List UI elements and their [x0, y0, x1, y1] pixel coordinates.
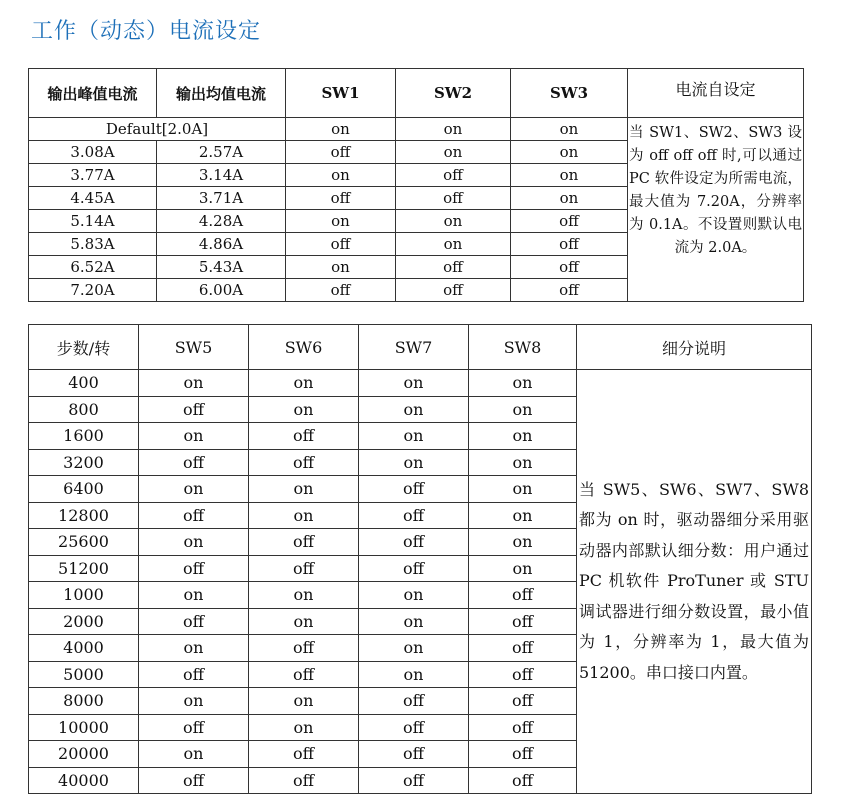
sw-cell: on	[139, 741, 249, 768]
sw-cell: off	[359, 476, 469, 503]
sw-cell: on	[249, 608, 359, 635]
value-cell: 6.00A	[157, 279, 286, 302]
sw-cell: off	[511, 233, 628, 256]
value-cell: 5.14A	[29, 210, 157, 233]
table-row	[29, 118, 804, 141]
header-custom-current: 电流自设定	[628, 69, 804, 118]
sw-cell: on	[359, 661, 469, 688]
header-sw1: SW1	[286, 69, 396, 118]
sw-cell: off	[359, 555, 469, 582]
value-cell: 12800	[29, 502, 139, 529]
sw-cell: on	[469, 529, 577, 556]
value-cell: 4.86A	[157, 233, 286, 256]
current-setting-table	[28, 68, 804, 302]
value-cell: 8000	[29, 688, 139, 715]
sw-cell: on	[396, 118, 511, 141]
page-title: 工作（动态）电流设定	[31, 19, 262, 44]
sw-cell: on	[139, 688, 249, 715]
header-sw8: SW8	[469, 325, 577, 370]
value-cell: 3.14A	[157, 164, 286, 187]
value-cell: 5.83A	[29, 233, 157, 256]
sw-cell: off	[286, 141, 396, 164]
sw-cell: on	[511, 141, 628, 164]
value-cell: 4.28A	[157, 210, 286, 233]
sw-cell: off	[396, 256, 511, 279]
sw-cell: on	[359, 370, 469, 397]
header-peak-current: 输出峰值电流	[29, 69, 157, 118]
value-cell: 40000	[29, 767, 139, 794]
sw-cell: on	[511, 164, 628, 187]
sw-cell: on	[139, 476, 249, 503]
sw-cell: on	[286, 118, 396, 141]
sw-cell: off	[139, 661, 249, 688]
sw-cell: off	[469, 688, 577, 715]
sw-cell: off	[396, 164, 511, 187]
microstep-table	[28, 324, 812, 794]
table-header-row	[29, 69, 804, 118]
sw-cell: off	[469, 741, 577, 768]
sw-cell: off	[249, 767, 359, 794]
sw-cell: on	[469, 423, 577, 450]
sw-cell: off	[249, 529, 359, 556]
value-cell: 2000	[29, 608, 139, 635]
value-cell: 20000	[29, 741, 139, 768]
sw-cell: off	[139, 555, 249, 582]
value-cell: 7.20A	[29, 279, 157, 302]
value-cell: 1600	[29, 423, 139, 450]
value-cell: 800	[29, 396, 139, 423]
sw-cell: off	[359, 714, 469, 741]
header-sw3: SW3	[511, 69, 628, 118]
sw-cell: off	[139, 396, 249, 423]
sw-cell: on	[359, 635, 469, 662]
current-note-cell	[628, 118, 804, 302]
value-cell: 1000	[29, 582, 139, 609]
default-label-cell: Default[2.0A]	[29, 118, 286, 141]
sw-cell: off	[359, 502, 469, 529]
sw-cell: on	[249, 582, 359, 609]
value-cell: 51200	[29, 555, 139, 582]
sw-cell: off	[359, 741, 469, 768]
sw-cell: on	[286, 256, 396, 279]
value-cell: 5000	[29, 661, 139, 688]
header-sw2: SW2	[396, 69, 511, 118]
sw-cell: off	[469, 608, 577, 635]
sw-cell: on	[286, 164, 396, 187]
value-cell: 3.71A	[157, 187, 286, 210]
value-cell: 3.77A	[29, 164, 157, 187]
header-avg-current: 输出均值电流	[157, 69, 286, 118]
value-cell: 6.52A	[29, 256, 157, 279]
header-sw7: SW7	[359, 325, 469, 370]
sw-cell: off	[511, 210, 628, 233]
sw-cell: on	[359, 449, 469, 476]
sw-cell: on	[249, 476, 359, 503]
sw-cell: off	[469, 661, 577, 688]
sw-cell: off	[359, 529, 469, 556]
header-steps: 步数/转	[29, 325, 139, 370]
sw-cell: off	[286, 233, 396, 256]
value-cell: 3.08A	[29, 141, 157, 164]
value-cell: 10000	[29, 714, 139, 741]
microstep-note-cell: 当 SW5、SW6、SW7、SW8 都为 on 时，驱动器细分采用驱动器内部默认细分数：用户通过 PC 机软件 ProTuner 或 STU 调试器进行细分数设置，最小值为 1，分辨率为 1，最大值为 51200。串口接口内置。	[577, 370, 812, 794]
sw-cell: off	[139, 714, 249, 741]
sw-cell: off	[469, 635, 577, 662]
sw-cell: off	[469, 767, 577, 794]
sw-cell: on	[249, 396, 359, 423]
sw-cell: off	[139, 502, 249, 529]
value-cell: 5.43A	[157, 256, 286, 279]
current-note-text: 当 SW1、SW2、SW3 设为 off off off 时,可以通过 PC 软件设定为所需电流，最大值为 7.20A，分辨率为 0.1A。不设置则默认电流为 2.0A。	[629, 125, 802, 256]
value-cell: 25600	[29, 529, 139, 556]
header-microstep-note: 细分说明	[577, 325, 812, 370]
value-cell: 6400	[29, 476, 139, 503]
value-cell: 4.45A	[29, 187, 157, 210]
sw-cell: on	[396, 210, 511, 233]
sw-cell: off	[359, 767, 469, 794]
sw-cell: on	[469, 476, 577, 503]
value-cell: 4000	[29, 635, 139, 662]
sw-cell: off	[359, 688, 469, 715]
value-cell: 400	[29, 370, 139, 397]
value-cell: 3200	[29, 449, 139, 476]
sw-cell: on	[286, 210, 396, 233]
sw-cell: on	[139, 423, 249, 450]
sw-cell: off	[249, 449, 359, 476]
sw-cell: on	[249, 370, 359, 397]
sw-cell: off	[249, 555, 359, 582]
sw-cell: on	[511, 118, 628, 141]
table-header-row	[29, 325, 812, 370]
sw-cell: off	[139, 767, 249, 794]
sw-cell: on	[469, 449, 577, 476]
sw-cell: off	[396, 279, 511, 302]
sw-cell: on	[469, 555, 577, 582]
sw-cell: on	[359, 423, 469, 450]
sw-cell: on	[249, 688, 359, 715]
sw-cell: on	[469, 370, 577, 397]
sw-cell: on	[359, 608, 469, 635]
sw-cell: on	[139, 582, 249, 609]
header-sw6: SW6	[249, 325, 359, 370]
sw-cell: on	[511, 187, 628, 210]
sw-cell: on	[396, 233, 511, 256]
sw-cell: off	[469, 582, 577, 609]
sw-cell: off	[139, 608, 249, 635]
sw-cell: on	[469, 502, 577, 529]
sw-cell: off	[249, 635, 359, 662]
sw-cell: on	[359, 396, 469, 423]
sw-cell: off	[511, 279, 628, 302]
sw-cell: on	[139, 370, 249, 397]
sw-cell: on	[249, 714, 359, 741]
sw-cell: off	[396, 187, 511, 210]
sw-cell: on	[469, 396, 577, 423]
sw-cell: off	[249, 423, 359, 450]
sw-cell: on	[359, 582, 469, 609]
sw-cell: off	[286, 279, 396, 302]
sw-cell: off	[249, 661, 359, 688]
sw-cell: off	[139, 449, 249, 476]
sw-cell: off	[286, 187, 396, 210]
sw-cell: on	[139, 529, 249, 556]
table-row	[29, 370, 812, 397]
sw-cell: on	[139, 635, 249, 662]
sw-cell: off	[249, 741, 359, 768]
sw-cell: on	[396, 141, 511, 164]
sw-cell: on	[249, 502, 359, 529]
header-sw5: SW5	[139, 325, 249, 370]
sw-cell: off	[511, 256, 628, 279]
sw-cell: off	[469, 714, 577, 741]
value-cell: 2.57A	[157, 141, 286, 164]
